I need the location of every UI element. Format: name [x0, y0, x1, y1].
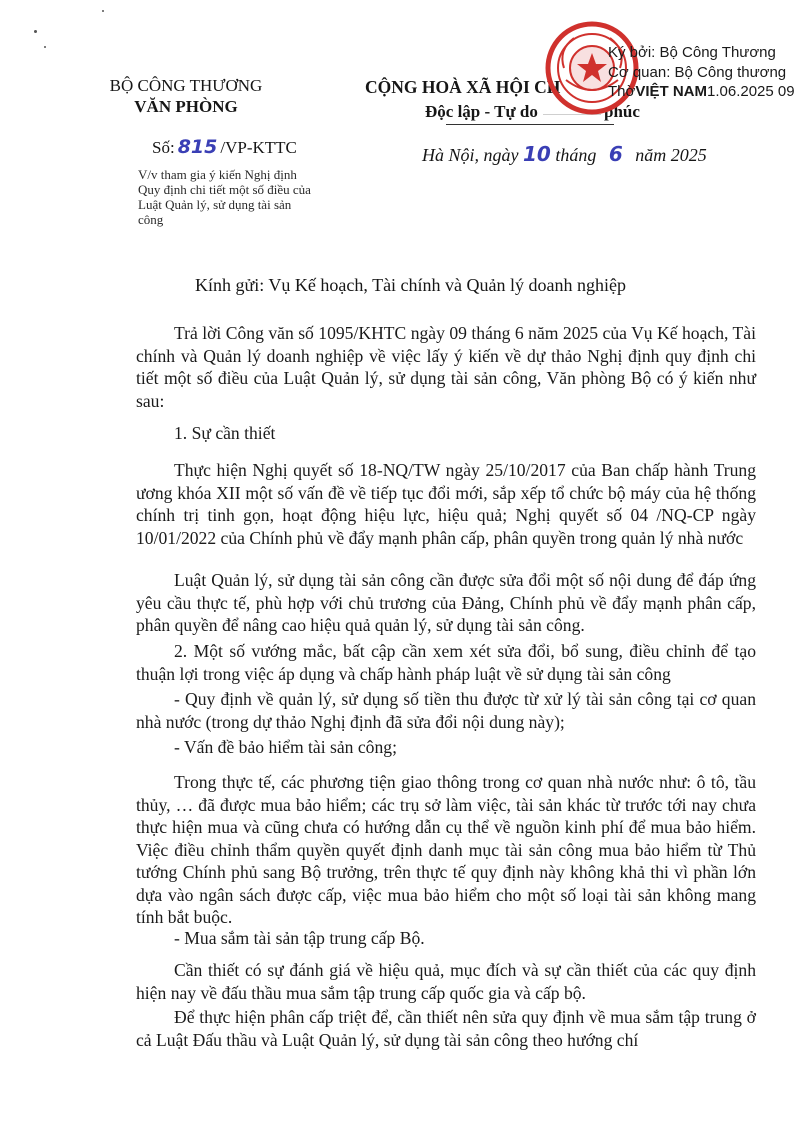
number-suffix: /VP-KTTC	[220, 138, 297, 157]
office-name: VĂN PHÒNG	[134, 97, 238, 116]
bullet-3-paragraph-2: Để thực hiện phân cấp triệt để, cần thiết nên sửa quy định về mua sắm tập trung ở cả Luật Đấu thầu và Luật Quản lý, sử dụng tài sản công theo hướng chí	[136, 1007, 756, 1050]
date-prefix: Hà Nội, ngày	[422, 145, 519, 165]
section-1-title: 1. Sự cần thiết	[174, 423, 276, 443]
recipient-line: Kính gửi: Vụ Kế hoạch, Tài chính và Quản lý doanh nghiệp	[195, 275, 627, 295]
date-year: năm 2025	[635, 145, 707, 165]
bullet-1: - Quy định về quản lý, sử dụng số tiền thu được từ xử lý tài sản công tại cơ quan nhà nước (trong dự thảo Nghị định đã sửa đổi nội dung này);	[136, 689, 756, 732]
subject-line: Quy định chi tiết một số điều của	[138, 182, 311, 197]
intro-paragraph: Trả lời Công văn số 1095/KHTC ngày 09 tháng 6 năm 2025 của Vụ Kế hoạch, Tài chính và Quản lý doanh nghiệp về việc lấy ý kiến về dự thảo Nghị định quy định chi tiết một số điều của Luật Quản lý, sử dụng tài sản công, Văn phòng Bộ có ý kiến như sau:	[136, 323, 756, 411]
bullet-3: - Mua sắm tài sản tập trung cấp Bộ.	[174, 928, 425, 948]
signature-signed-by: Ký bởi: Bộ Công Thương	[608, 44, 776, 61]
signature-time-value: 1.06.2025 09	[707, 83, 795, 100]
bullet-2: - Vấn đề bảo hiểm tài sản công;	[174, 737, 397, 757]
motto-right: phúc	[604, 102, 640, 121]
motto-left: Độc lập - Tự do	[425, 102, 538, 121]
scan-speck	[102, 10, 104, 12]
subject-block	[138, 167, 311, 227]
subject-line: V/v tham gia ý kiến Nghị định	[138, 167, 297, 182]
section-1-paragraph-2: Luật Quản lý, sử dụng tài sản công cần được sửa đổi một số nội dung để đáp ứng yêu cầu thực tế, phù hợp với chủ trương của Đảng, Chính phủ về đẩy mạnh phân cấp, phân quyền để nâng cao hiệu quả quản lý, sử dụng tài sản công.	[136, 570, 756, 635]
date-month-label: tháng	[555, 145, 597, 165]
signature-time	[608, 83, 795, 100]
signature-viet-nam: VIỆT NAM	[635, 83, 708, 100]
signature-time-fragment: Thờ	[608, 83, 636, 100]
number-handwritten: 815	[177, 136, 218, 158]
country-name: CỘNG HOÀ XÃ HỘI CH	[365, 77, 561, 97]
document-date	[422, 142, 707, 166]
bullet-2-detail: Trong thực tế, các phương tiện giao thông trong cơ quan nhà nước như: ô tô, tầu thủy, … đã được mua bảo hiểm; các trụ sở làm việc, tài sản khác từ trước tới nay chưa thực hiện mua và cũng chưa có hướng dẫn cụ thể về nguồn kinh phí để mua bảo hiểm. Việc điều chỉnh thẩm quyền quyết định danh mục tài sản công mua bảo hiểm từ Thủ tướng Chính phủ sang Bộ trưởng, trên thực tế quy định này không khả thi vì phần lớn dựa vào ngân sách được cấp, việc mua bảo hiểm cho một số loại tài sản không mang tính bắt buộc.	[136, 772, 756, 927]
subject-line: công	[138, 212, 164, 227]
section-1-paragraph-1: Thực hiện Nghị quyết số 18-NQ/TW ngày 25/10/2017 của Ban chấp hành Trung ương khóa XII một số vấn đề về tiếp tục đổi mới, sắp xếp tổ chức bộ máy của hệ thống chính trị tinh gọn, hoạt động hiệu lực, hiệu quả; Nghị quyết số 04 /NQ-CP ngày 10/01/2022 của Chính phủ về đẩy mạnh phân cấp, phân quyền trong quản lý nhà nước	[136, 460, 756, 548]
number-prefix: Số:	[152, 138, 175, 157]
scan-speck	[44, 46, 46, 48]
ministry-name: BỘ CÔNG THƯƠNG	[109, 76, 263, 95]
bullet-3-paragraph-1: Cần thiết có sự đánh giá về hiệu quả, mục đích và sự cần thiết của các quy định hiện nay về đấu thầu mua sắm tập trung cấp quốc gia và cấp bộ.	[136, 960, 756, 1003]
date-month-handwritten: 6	[608, 142, 623, 166]
scan-speck	[34, 30, 37, 33]
signature-agency: Cơ quan: Bộ Công thương	[608, 64, 787, 81]
section-2-title: 2. Một số vướng mắc, bất cập cần xem xét sửa đổi, bổ sung, điều chỉnh để tạo thuận lợi trong việc áp dụng và chấp hành pháp luật về sử dụng tài sản công	[136, 641, 756, 684]
motto-underline	[446, 124, 614, 125]
date-day-handwritten: 10	[523, 142, 551, 166]
document-number	[152, 136, 297, 158]
subject-line: Luật Quản lý, sử dụng tài sản	[138, 197, 292, 212]
